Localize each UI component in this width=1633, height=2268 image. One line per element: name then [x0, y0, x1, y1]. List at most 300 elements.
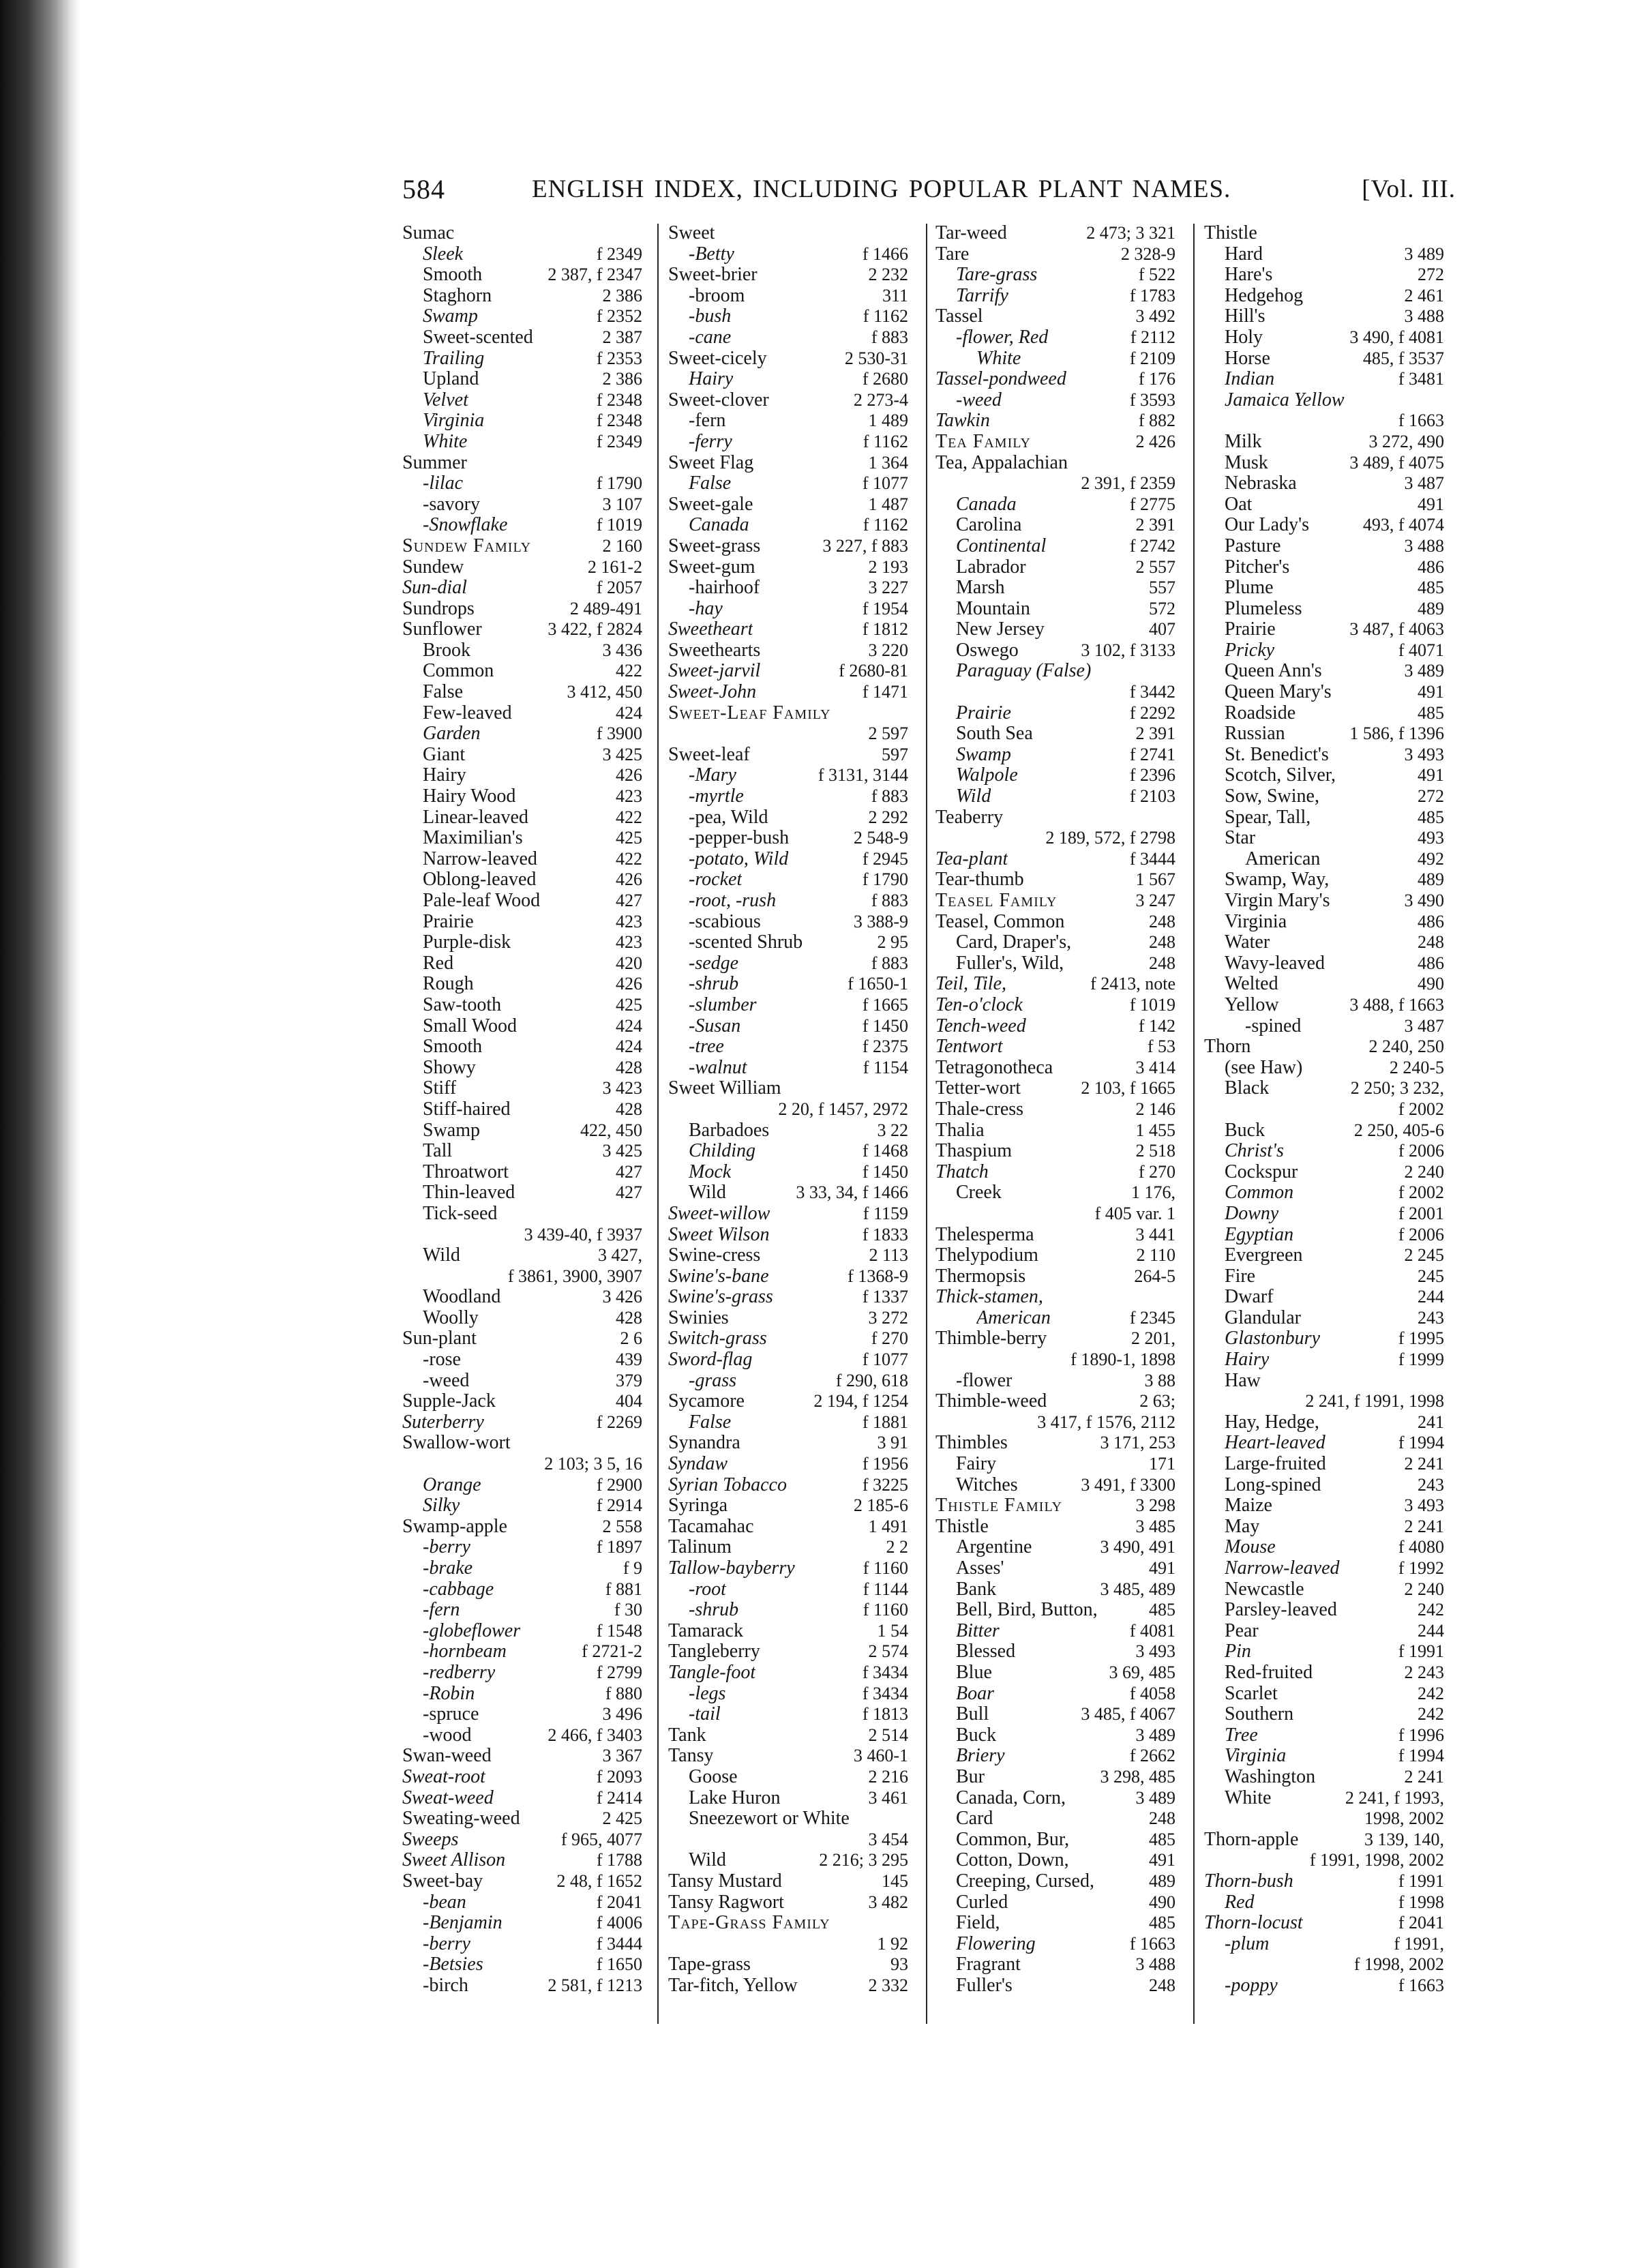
- entry-reference: 485, f 3537: [1362, 348, 1444, 368]
- index-entry: [402, 912, 642, 933]
- entry-reference: 3 489, f 4075: [1349, 452, 1444, 473]
- index-entry: [1204, 1120, 1444, 1142]
- index-entry: [668, 1621, 908, 1642]
- entry-term: Garden: [423, 723, 481, 745]
- index-entry: [1204, 849, 1444, 870]
- entry-term: -Mary: [689, 765, 736, 786]
- index-entry: [935, 1517, 1175, 1538]
- index-column-4: [1204, 223, 1444, 1996]
- index-entry: [935, 1954, 1175, 1975]
- index-entry: [402, 1475, 642, 1496]
- index-entry: [668, 1391, 908, 1412]
- index-entry: [935, 932, 1175, 953]
- entry-reference: 242: [1418, 1683, 1444, 1703]
- entry-reference: 3 33, 34, f 1466: [796, 1182, 908, 1203]
- entry-reference: 3 490: [1404, 891, 1444, 910]
- entry-term: Virginia: [1225, 1746, 1287, 1767]
- index-entry: [1204, 1454, 1444, 1475]
- index-entry: [668, 891, 908, 912]
- index-entry: [935, 1371, 1175, 1392]
- index-entry: [935, 1120, 1175, 1142]
- index-entry: [668, 1412, 908, 1433]
- index-entry: [402, 1454, 642, 1475]
- index-entry: [935, 1913, 1175, 1934]
- index-entry: [935, 348, 1175, 370]
- entry-reference: 2 241, f 1991, 1998: [1305, 1391, 1444, 1412]
- entry-term: Sweet-John: [668, 682, 757, 703]
- index-entry: [402, 891, 642, 912]
- entry-term: Tacamahac: [668, 1516, 754, 1537]
- entry-term: -brake: [423, 1558, 473, 1579]
- entry-reference: 424: [616, 702, 642, 723]
- index-entry: [402, 1850, 642, 1871]
- entry-term: Small Wood: [423, 1015, 518, 1036]
- entry-term: -fern: [423, 1600, 460, 1621]
- index-entry: [402, 411, 642, 432]
- index-entry: [935, 1225, 1175, 1246]
- index-entry: [935, 1684, 1175, 1705]
- index-entry: [668, 348, 908, 370]
- entry-reference: f 1019: [596, 515, 642, 535]
- index-entry: [668, 1162, 908, 1183]
- index-entry: [402, 807, 642, 829]
- entry-term: Card, Draper's,: [956, 932, 1072, 953]
- index-entry: [668, 1099, 908, 1120]
- entry-term: -lilac: [423, 473, 464, 494]
- index-page: [402, 169, 1456, 2044]
- entry-term: Thelypodium: [935, 1245, 1038, 1266]
- entry-reference: 3 227, f 883: [822, 535, 908, 556]
- entry-reference: 424: [616, 1015, 642, 1036]
- index-entry: [668, 703, 908, 724]
- entry-reference: f 2799: [596, 1662, 642, 1682]
- index-entry: [402, 1641, 642, 1662]
- index-entry: [1204, 515, 1444, 536]
- index-entry: [668, 1078, 908, 1099]
- entry-reference: f 882: [1138, 411, 1175, 431]
- entry-term: -hornbeam: [423, 1641, 507, 1662]
- index-entry: [1204, 1725, 1444, 1746]
- entry-reference: f 1144: [863, 1579, 908, 1599]
- entry-reference: f 2269: [596, 1412, 642, 1432]
- index-entry: [402, 369, 642, 390]
- index-entry: [402, 1746, 642, 1767]
- entry-reference: 3 414: [1135, 1057, 1175, 1077]
- entry-reference: 2 425: [602, 1808, 642, 1829]
- entry-term: Wild: [956, 786, 991, 807]
- entry-reference: f 4006: [596, 1913, 642, 1933]
- index-entry: [935, 1537, 1175, 1558]
- entry-term: Tare-grass: [956, 265, 1038, 286]
- entry-reference: 423: [616, 911, 642, 931]
- entry-reference: 427: [616, 1182, 642, 1203]
- entry-term: Trailing: [423, 348, 485, 369]
- index-entry: [402, 1266, 642, 1287]
- entry-term: Buck: [1225, 1120, 1265, 1141]
- index-entry: [668, 1600, 908, 1621]
- index-entry: [935, 1975, 1175, 1997]
- index-entry: [402, 1662, 642, 1684]
- entry-term: False: [423, 682, 464, 703]
- entry-term: Upland: [423, 369, 479, 390]
- entry-reference: 491: [1149, 1558, 1175, 1578]
- index-entry: [935, 786, 1175, 807]
- entry-term: -root, -rush: [689, 891, 777, 911]
- entry-term: -legs: [689, 1683, 726, 1704]
- index-entry: [668, 1475, 908, 1496]
- entry-reference: f 1996: [1398, 1725, 1444, 1745]
- entry-reference: 3 488: [1135, 1954, 1175, 1975]
- index-entry: [668, 786, 908, 807]
- entry-reference: 2 240: [1404, 1161, 1444, 1182]
- entry-reference: f 1650-1: [848, 974, 908, 994]
- entry-reference: 597: [882, 744, 908, 764]
- index-entry: [935, 912, 1175, 933]
- entry-term: Showy: [423, 1057, 476, 1078]
- entry-reference: 2 189, 572, f 2798: [1045, 828, 1175, 848]
- index-entry: [402, 1495, 642, 1517]
- entry-term: -spined: [1245, 1015, 1302, 1036]
- entry-term: Tassel: [935, 306, 983, 327]
- entry-reference: 3 417, f 1576, 2112: [1037, 1412, 1175, 1432]
- entry-reference: 3 422, f 2824: [548, 619, 642, 640]
- entry-reference: 2 216: [868, 1766, 908, 1787]
- index-entry: [668, 453, 908, 474]
- entry-reference: f 4081: [1129, 1620, 1175, 1641]
- entry-reference: 493: [1418, 828, 1444, 848]
- entry-reference: f 881: [605, 1579, 642, 1599]
- index-entry: [668, 807, 908, 829]
- entry-reference: 3 69, 485: [1109, 1662, 1175, 1682]
- entry-reference: f 965, 4077: [560, 1829, 642, 1849]
- index-entry: [1204, 619, 1444, 640]
- index-entry: [1204, 369, 1444, 390]
- entry-term: Heart-leaved: [1225, 1433, 1325, 1454]
- entry-term: Sweet William: [668, 1078, 781, 1099]
- entry-reference: f 2292: [1129, 702, 1175, 723]
- entry-reference: 3 425: [602, 744, 642, 764]
- entry-reference: f 142: [1138, 1015, 1175, 1036]
- entry-reference: 3 487: [1404, 1015, 1444, 1036]
- entry-reference: 2 241: [1404, 1454, 1444, 1474]
- index-entry: [1204, 1412, 1444, 1433]
- entry-term: Continental: [956, 535, 1047, 556]
- entry-reference: 2 240, 250: [1368, 1036, 1444, 1057]
- entry-term: Blue: [956, 1662, 992, 1683]
- entry-term: Pear: [1225, 1620, 1259, 1641]
- entry-reference: 485: [1418, 702, 1444, 723]
- index-entry: [935, 1850, 1175, 1871]
- index-entry: [1204, 661, 1444, 682]
- entry-reference: 422, 450: [580, 1120, 642, 1140]
- entry-term: Sweet-jarvil: [668, 661, 761, 682]
- index-entry: [402, 1433, 642, 1454]
- index-entry: [1204, 1078, 1444, 1099]
- entry-reference: f 1998, 2002: [1353, 1954, 1444, 1975]
- index-entry: [935, 223, 1175, 244]
- index-entry: [1204, 1036, 1444, 1058]
- entry-term: Tick-seed: [423, 1203, 498, 1224]
- entry-term: -myrtle: [689, 786, 744, 807]
- entry-term: Narrow-leaved: [423, 848, 537, 869]
- index-entry: [402, 1349, 642, 1371]
- entry-term: Tea-plant: [935, 848, 1008, 869]
- entry-reference: 2 461: [1404, 285, 1444, 305]
- index-entry: [1204, 1641, 1444, 1662]
- entry-term: -walnut: [689, 1057, 747, 1078]
- index-entry: [935, 682, 1175, 703]
- column-rule: [926, 224, 927, 2024]
- index-entry: [935, 1746, 1175, 1767]
- entry-term: Thatch: [935, 1161, 989, 1182]
- entry-term: Hare's: [1225, 265, 1273, 286]
- index-entry: [402, 453, 642, 474]
- index-entry: [935, 1600, 1175, 1621]
- index-entry: [935, 1558, 1175, 1579]
- entry-reference: 425: [616, 828, 642, 848]
- entry-term: Glandular: [1225, 1307, 1301, 1328]
- entry-term: Thimbles: [935, 1433, 1008, 1454]
- index-entry: [935, 828, 1175, 849]
- index-entry: [402, 1579, 642, 1600]
- entry-term: Southern: [1225, 1704, 1294, 1725]
- entry-term: American: [1245, 848, 1321, 869]
- entry-reference: 3 489: [1404, 243, 1444, 264]
- index-entry: [935, 1662, 1175, 1684]
- index-entry: [402, 1704, 642, 1725]
- entry-term: Witches: [956, 1474, 1018, 1495]
- entry-reference: 428: [616, 1307, 642, 1328]
- index-entry: [402, 953, 642, 974]
- index-entry: [402, 1141, 642, 1162]
- index-entry: [1204, 1058, 1444, 1079]
- index-entry: [1204, 1204, 1444, 1225]
- index-entry: [1204, 745, 1444, 766]
- index-entry: [668, 1371, 908, 1392]
- entry-term: Hairy: [689, 369, 734, 390]
- entry-term: Syndaw: [668, 1454, 728, 1475]
- entry-term: Switch-grass: [668, 1328, 767, 1349]
- entry-reference: f 1897: [596, 1537, 642, 1557]
- index-entry: [668, 223, 908, 244]
- entry-term: Sweet-scented: [423, 327, 533, 348]
- index-entry: [668, 1308, 908, 1329]
- entry-reference: 3 388-9: [853, 911, 908, 931]
- index-entry: [1204, 953, 1444, 974]
- entry-reference: 491: [1149, 1850, 1175, 1870]
- index-entry: [402, 723, 642, 745]
- entry-reference: 379: [616, 1370, 642, 1390]
- entry-term: Supple-Jack: [402, 1391, 496, 1412]
- index-entry: [1204, 703, 1444, 724]
- entry-term: (see Haw): [1225, 1057, 1303, 1078]
- entry-term: Creeping, Cursed,: [956, 1870, 1094, 1892]
- entry-reference: f 883: [871, 953, 908, 973]
- entry-term: Childing: [689, 1141, 756, 1162]
- entry-term: Thorn-apple: [1204, 1829, 1299, 1850]
- entry-reference: f 1162: [863, 431, 908, 451]
- entry-reference: f 1162: [863, 306, 908, 327]
- entry-reference: f 1160: [863, 1600, 908, 1620]
- entry-reference: 2 391: [1135, 723, 1175, 744]
- entry-reference: 1 489: [868, 411, 908, 431]
- index-entry: [1204, 1684, 1444, 1705]
- entry-term: Thistle: [1204, 223, 1257, 243]
- index-entry: [1204, 1830, 1444, 1851]
- index-entry: [1204, 432, 1444, 453]
- index-entry: [935, 891, 1175, 912]
- entry-reference: 3 488, f 1663: [1349, 994, 1444, 1015]
- entry-reference: 493, f 4074: [1362, 515, 1444, 535]
- entry-reference: f 176: [1138, 369, 1175, 389]
- entry-reference: 490: [1418, 974, 1444, 994]
- index-entry: [935, 765, 1175, 786]
- entry-term: -bean: [423, 1892, 466, 1913]
- entry-term: Sweet Flag: [668, 452, 754, 473]
- entry-term: Tassel-pondweed: [935, 369, 1066, 390]
- index-entry: [935, 1934, 1175, 1955]
- index-entry: [1204, 682, 1444, 703]
- entry-term: -weed: [956, 389, 1002, 411]
- entry-term: Swamp: [423, 306, 478, 327]
- entry-term: Hill's: [1225, 306, 1265, 327]
- entry-term: Sunflower: [402, 619, 482, 640]
- index-entry: [1204, 1767, 1444, 1788]
- entry-term: Smooth: [423, 1036, 483, 1058]
- entry-reference: f 2352: [596, 306, 642, 327]
- entry-reference: 1 567: [1135, 869, 1175, 890]
- entry-reference: 1 455: [1135, 1120, 1175, 1140]
- entry-reference: 1 364: [868, 452, 908, 473]
- entry-term: Swinies: [668, 1307, 729, 1328]
- index-entry: [402, 1975, 642, 1997]
- index-entry: [402, 1934, 642, 1955]
- index-entry: [668, 619, 908, 640]
- entry-reference: f 2900: [596, 1474, 642, 1495]
- index-entry: [668, 1830, 908, 1851]
- entry-reference: 2 2: [886, 1537, 908, 1557]
- index-entry: [1204, 453, 1444, 474]
- entry-term: Sun-dial: [402, 578, 467, 599]
- entry-reference: 1 491: [868, 1516, 908, 1536]
- entry-term: Mock: [689, 1161, 732, 1182]
- index-entry: [935, 265, 1175, 286]
- index-entry: [1204, 1746, 1444, 1767]
- index-entry: [402, 1621, 642, 1642]
- index-entry: [668, 932, 908, 953]
- index-entry: [668, 1850, 908, 1871]
- entry-term: Bur: [956, 1766, 985, 1787]
- index-entry: [668, 745, 908, 766]
- entry-term: Swallow-wort: [402, 1433, 511, 1454]
- entry-reference: 492: [1418, 848, 1444, 869]
- entry-term: New Jersey: [956, 619, 1045, 640]
- index-entry: [668, 1266, 908, 1287]
- index-entry: [1204, 1475, 1444, 1496]
- entry-reference: f 1154: [863, 1057, 908, 1077]
- entry-term: Fragrant: [956, 1954, 1021, 1975]
- index-entry: [668, 1892, 908, 1913]
- index-entry: [668, 1454, 908, 1475]
- entry-reference: 491: [1418, 682, 1444, 702]
- entry-term: Sundrops: [402, 598, 475, 619]
- entry-reference: 2 514: [868, 1725, 908, 1745]
- entry-reference: f 1833: [862, 1224, 908, 1244]
- entry-reference: 424: [616, 1036, 642, 1057]
- index-entry: [402, 745, 642, 766]
- entry-reference: 242: [1418, 1704, 1444, 1725]
- index-entry: [1204, 1537, 1444, 1558]
- index-entry: [402, 661, 642, 682]
- page-header: [402, 169, 1456, 210]
- index-entry: [668, 306, 908, 327]
- page-number: 584: [402, 174, 445, 205]
- index-entry: [935, 1058, 1175, 1079]
- index-entry: [935, 1162, 1175, 1183]
- entry-reference: 1 54: [877, 1620, 908, 1641]
- entry-term: Purple-disk: [423, 932, 511, 953]
- column-rule: [657, 224, 659, 2024]
- entry-reference: f 1450: [862, 1161, 908, 1182]
- entry-reference: 3 485, 489: [1100, 1579, 1175, 1599]
- entry-reference: f 2093: [596, 1766, 642, 1787]
- entry-term: Sweat-root: [402, 1766, 485, 1787]
- entry-reference: f 883: [871, 891, 908, 910]
- index-entry: [935, 1475, 1175, 1496]
- entry-reference: f 53: [1147, 1036, 1175, 1057]
- entry-reference: 3 272: [868, 1307, 908, 1328]
- index-entry: [1204, 1788, 1444, 1809]
- index-entry: [935, 536, 1175, 557]
- index-entry: [1204, 1558, 1444, 1579]
- entry-term: -tree: [689, 1036, 724, 1058]
- entry-term: Tarrify: [956, 285, 1008, 306]
- entry-reference: 3 485: [1135, 1516, 1175, 1536]
- index-entry: [402, 432, 642, 453]
- entry-reference: 3 423: [602, 1078, 642, 1099]
- entry-reference: 145: [882, 1870, 908, 1891]
- entry-reference: f 1994: [1398, 1433, 1444, 1453]
- index-entry: [935, 849, 1175, 870]
- entry-term: Field,: [956, 1913, 1000, 1934]
- index-entry: [668, 1328, 908, 1349]
- entry-reference: f 3444: [1129, 848, 1175, 869]
- index-entry: [1204, 1892, 1444, 1913]
- entry-reference: f 1650: [596, 1954, 642, 1975]
- entry-term: Syringa: [668, 1495, 728, 1517]
- entry-term: Flowering: [956, 1933, 1036, 1954]
- entry-term: Sweet-gale: [668, 494, 753, 515]
- entry-term: Water: [1225, 932, 1270, 953]
- index-entry: [668, 1975, 908, 1997]
- index-entry: [1204, 1162, 1444, 1183]
- entry-term: Canada: [956, 494, 1017, 515]
- entry-reference: f 3444: [596, 1933, 642, 1954]
- entry-term: Tangle-foot: [668, 1662, 756, 1683]
- entry-reference: f 1994: [1398, 1746, 1444, 1766]
- index-entry: [1204, 599, 1444, 620]
- index-entry: [402, 286, 642, 307]
- index-entry: [935, 1204, 1175, 1225]
- entry-reference: 1 487: [868, 494, 908, 514]
- entry-reference: 491: [1418, 494, 1444, 514]
- entry-reference: 3 490, f 4081: [1349, 327, 1444, 347]
- entry-reference: f 2680-81: [839, 661, 908, 681]
- entry-reference: 244: [1418, 1287, 1444, 1307]
- entry-term: Tank: [668, 1725, 706, 1746]
- entry-reference: f 4071: [1398, 640, 1444, 660]
- entry-reference: 2 241, f 1993,: [1345, 1787, 1444, 1808]
